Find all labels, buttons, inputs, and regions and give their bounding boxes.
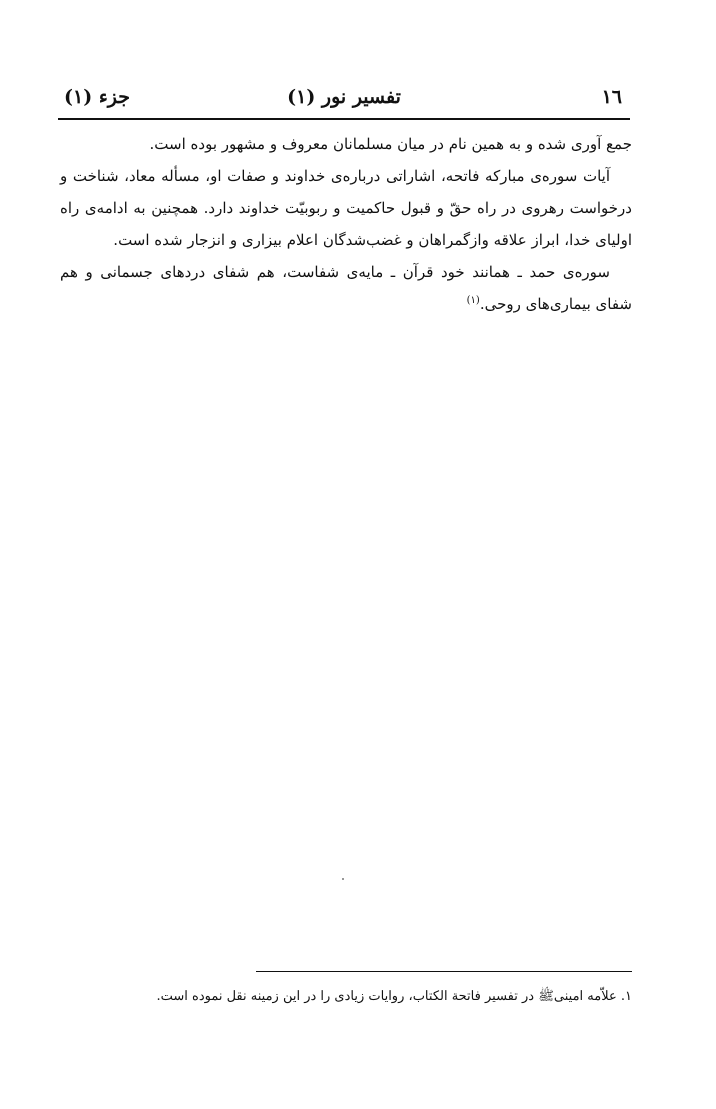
part-label: جزء (١): [64, 86, 130, 108]
book-title: تفسیر نور (١): [287, 86, 401, 108]
page-number: ١٦: [601, 86, 622, 108]
paragraph-2: آیات سوره‌ی مبارکه فاتحه، اشاراتی درباره‌ی خداوند و صفات او، مسأله معاد، شناخت و درخواست رهروی در راه حقّ و قبول حاکمیت و ربوبیّت خداوند دارد. همچنین به ادامه‌ی راه اولیای خدا، ابراز علاقه وازگمراهان و غضب‌شدگان اعلام بیزاری و انزجار شده است.: [60, 167, 632, 249]
body-text: [60, 128, 632, 320]
print-speck: [342, 878, 344, 880]
paragraph-1: جمع آوری شده و به همین نام در میان مسلمانان معروف و مشهور بوده است.: [149, 135, 632, 153]
footnote-rule: [256, 971, 632, 972]
footnote: ١. علاّمه امینیﷺ در تفسیر فاتحة الکتاب، روایات زیادی را در این زمینه نقل نموده است.: [156, 989, 632, 1004]
header-rule: [58, 118, 630, 120]
footnote-reference[interactable]: (١): [466, 295, 480, 306]
paragraph-3: [60, 256, 632, 320]
paragraph-3-text: سوره‌ی حمد ـ همانند خود قرآن ـ مایه‌ی شفاست، هم شفای دردهای جسمانی و هم شفای بیماری‌های روحی.: [60, 263, 632, 313]
running-header: [58, 82, 630, 116]
